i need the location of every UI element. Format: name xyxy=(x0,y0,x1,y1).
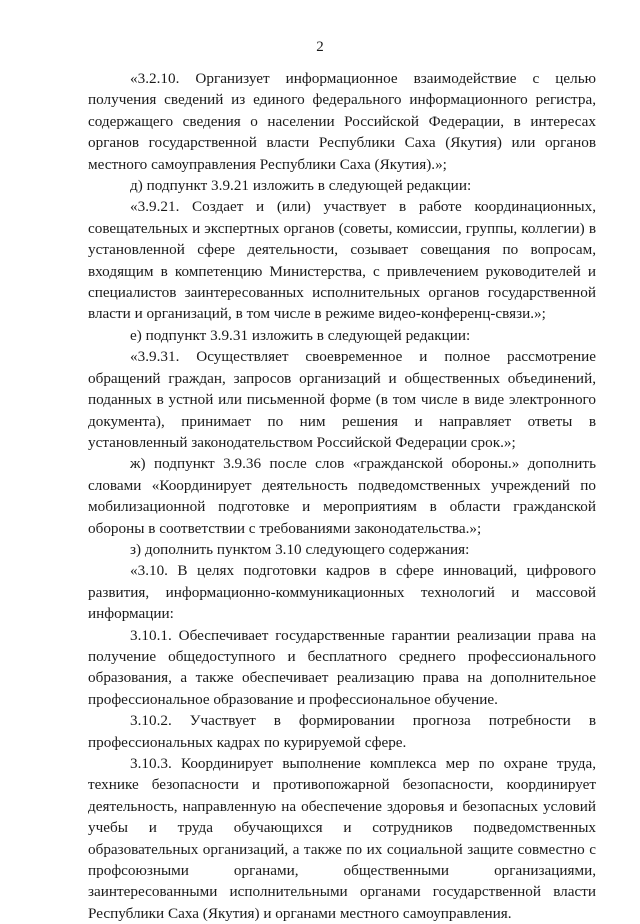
paragraph-e: е) подпункт 3.9.31 изложить в следующей редакции: xyxy=(130,326,471,344)
paragraph-3-10-1: 3.10.1. Обеспечивает государственные гарантии реализации права на получение общедоступного и бесплатного среднего профессионального образования, а также обеспечивает реализацию права на дополнительное профессиональное образование и профессиональное обучение. xyxy=(88,626,596,708)
paragraph-3-10-3: 3.10.3. Координирует выполнение комплекса мер по охране труда, технике безопасности и противопожарной безопасности, координирует деятельность, направленную на обеспечение здоровья и безопасных условий учебы и труда обучающихся и сотрудников подведомственных образовательных организаций, а также по их социальной защите совместно с профсоюзными органами, общественными организациями, заинтересованными исполнительными органами государственной власти Республики Саха (Якутия) и органами местного самоуправления. xyxy=(88,755,596,922)
paragraph-3-10: «3.10. В целях подготовки кадров в сфере инноваций, цифрового развития, информационно-коммуникационных технологий и массовой информации: xyxy=(88,562,596,623)
paragraph-3-10-2: 3.10.2. Участвует в формировании прогноза потребности в профессиональных кадрах по курируемой сфере. xyxy=(88,712,596,751)
paragraph-zh: ж) подпункт 3.9.36 после слов «гражданской обороны.» дополнить словами «Координирует деятельность подведомственных учреждений по мобилизационной подготовке и мероприятиям в области гражданской обороны в соответствии с требованиями законодательства.»; xyxy=(88,455,596,537)
paragraph-z: з) дополнить пунктом 3.10 следующего содержания: xyxy=(130,540,470,558)
document-body xyxy=(88,68,596,924)
page-number: 2 xyxy=(316,39,324,55)
paragraph-3-9-31: «3.9.31. Осуществляет своевременное и полное рассмотрение обращений граждан, запросов организаций и общественных объединений, поданных в устной или письменной форме (в том числе в виде электронного документа), принимает по ним решения и направляет ответы в установленный законодательством Российской Федерации срок.»; xyxy=(88,348,596,451)
paragraph-3-9-21: «3.9.21. Создает и (или) участвует в работе координационных, совещательных и экспертных органов (советы, комиссии, группы, коллегии) в установленной сфере деятельности, созывает совещания по вопросам, входящим в компетенцию Министерства, с привлечением руководителей и специалистов заинтересованных исполнительных органов государственной власти и организаций, в том числе в режиме видео-конференц-связи.»; xyxy=(88,198,596,323)
paragraph-3-2-10: «3.2.10. Организует информационное взаимодействие с целью получения сведений из единого федерального информационного регистра, содержащего сведения о населении Российской Федерации, в интересах органов государственной власти Республики Саха (Якутия) или органов местного самоуправления Республики Саха (Якутия).»; xyxy=(88,70,596,173)
paragraph-d: д) подпункт 3.9.21 изложить в следующей редакции: xyxy=(130,177,472,195)
